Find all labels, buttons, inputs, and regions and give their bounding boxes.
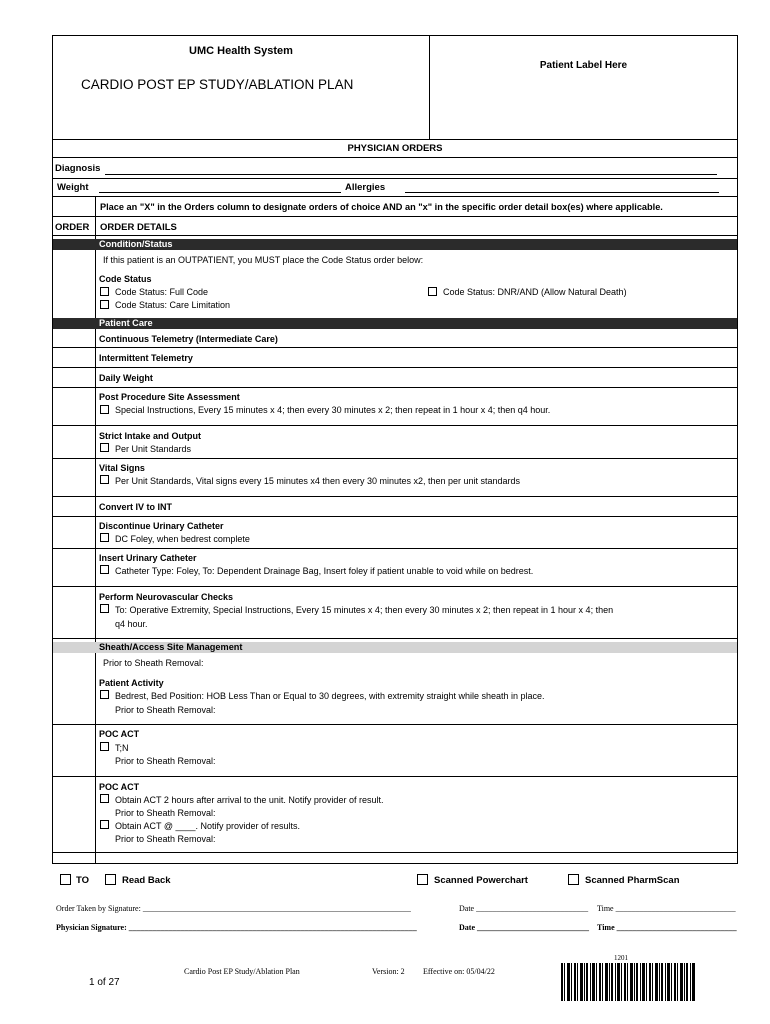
header-divider [429,36,430,139]
divider [53,216,737,217]
continuous-telemetry: Continuous Telemetry (Intermediate Care) [99,334,278,344]
divider [53,586,737,587]
order-column-line [95,196,96,864]
post-procedure-heading: Post Procedure Site Assessment [99,392,240,402]
discontinue-catheter-heading: Discontinue Urinary Catheter [99,521,224,531]
poc-act-heading: POC ACT [99,729,140,739]
order-taken-date[interactable]: Date ____________________________ [459,904,589,913]
vital-signs-checkbox[interactable] [100,475,109,484]
neurovascular-checkbox[interactable] [100,604,109,613]
convert-iv: Convert IV to INT [99,502,173,512]
patient-activity-heading: Patient Activity [99,678,164,688]
care-limitation-label: Code Status: Care Limitation [115,300,231,310]
organization-name: UMC Health System [189,45,293,57]
intake-output-checkbox[interactable] [100,443,109,452]
poc-act-tn-option: T;N [115,743,129,753]
weight-field[interactable] [99,192,341,193]
full-code-checkbox[interactable] [100,287,109,296]
obtain-act-at-option: Obtain ACT @ ____. Notify provider of results. [115,821,301,831]
poc-act-prior: Prior to Sheath Removal: [115,756,216,766]
physician-date[interactable]: Date ____________________________ [459,923,589,932]
code-status-heading: Code Status [99,274,152,284]
vital-signs-heading: Vital Signs [99,463,145,473]
order-details-column-header: ORDER DETAILS [100,222,177,233]
divider [53,724,737,725]
dnr-checkbox[interactable] [428,287,437,296]
physician-signature[interactable]: Physician Signature: ________________________________________________________________________ [56,923,417,932]
read-back-checkbox[interactable] [105,874,116,885]
divider [53,347,737,348]
scanned-powerchart-checkbox[interactable] [417,874,428,885]
order-taken-signature[interactable]: Order Taken by Signature: ___________________________________________________________________ [56,904,411,913]
intake-output-option: Per Unit Standards [115,444,192,454]
outpatient-note: If this patient is an OUTPATIENT, you MUST place the Code Status order below: [103,255,424,265]
discontinue-catheter-checkbox[interactable] [100,533,109,542]
instructions: Place an "X" in the Orders column to designate orders of choice AND an "x" in the specific order detail box(es) where applicable. [100,202,663,212]
form-header [53,36,737,140]
patient-activity-prior: Prior to Sheath Removal: [115,705,216,715]
divider [53,638,737,639]
divider [53,496,737,497]
post-procedure-checkbox[interactable] [100,405,109,414]
diagnosis-label: Diagnosis [55,163,101,174]
divider [53,425,737,426]
section-condition-status: Condition/Status [53,239,737,250]
divider [53,458,737,459]
allergies-field[interactable] [405,192,719,193]
intermittent-telemetry: Intermittent Telemetry [99,353,193,363]
version: Version: 2 [372,967,405,976]
plan-name: Cardio Post EP Study/Ablation Plan [184,967,300,976]
neurovascular-option-cont: q4 hour. [115,619,148,629]
physician-orders-heading: PHYSICIAN ORDERS [347,143,443,154]
section-patient-care: Patient Care [53,318,737,329]
insert-catheter-checkbox[interactable] [100,565,109,574]
obtain-act-prior-1: Prior to Sheath Removal: [115,808,216,818]
order-column-header: ORDER [55,222,90,233]
divider [53,235,737,236]
poc-act-heading-2: POC ACT [99,782,140,792]
insert-catheter-option: Catheter Type: Foley, To: Dependent Drainage Bag, Insert foley if patient unable to void while on bedrest. [115,566,534,576]
neurovascular-option: To: Operative Extremity, Special Instructions, Every 15 minutes x 4; then every 30 minutes x 2; then repeat in 1 hour x 4; then [115,605,614,615]
order-form [52,35,738,864]
barcode-icon [561,963,695,1001]
scanned-pharmscan-label: Scanned PharmScan [585,875,680,886]
divider [53,852,737,853]
divider [53,157,737,158]
form-code: 1201 [614,954,628,962]
obtain-act-2hr-checkbox[interactable] [100,794,109,803]
obtain-act-2hr-option: Obtain ACT 2 hours after arrival to the unit. Notify provider of result. [115,795,384,805]
read-back-label: Read Back [122,875,171,886]
physician-time[interactable]: Time ______________________________ [597,923,737,932]
intake-output-heading: Strict Intake and Output [99,431,202,441]
allergies-label: Allergies [345,182,386,193]
order-taken-time[interactable]: Time ______________________________ [597,904,736,913]
divider [53,178,737,179]
divider [53,196,737,197]
divider [53,387,737,388]
vital-signs-option: Per Unit Standards, Vital signs every 15 minutes x4 then every 30 minutes x2, then per unit standards [115,476,521,486]
discontinue-catheter-option: DC Foley, when bedrest complete [115,534,250,544]
obtain-act-at-checkbox[interactable] [100,820,109,829]
to-checkbox[interactable] [60,874,71,885]
patient-label-area: Patient Label Here [539,60,628,71]
divider [53,516,737,517]
weight-label: Weight [57,182,89,193]
care-limitation-checkbox[interactable] [100,300,109,309]
neurovascular-heading: Perform Neurovascular Checks [99,592,234,602]
divider [53,548,737,549]
divider [53,367,737,368]
form-title: CARDIO POST EP STUDY/ABLATION PLAN [81,77,354,92]
effective-date: Effective on: 05/04/22 [423,967,495,976]
patient-activity-checkbox[interactable] [100,690,109,699]
scanned-powerchart-label: Scanned Powerchart [434,875,528,886]
full-code-label: Code Status: Full Code [115,287,209,297]
obtain-act-prior-2: Prior to Sheath Removal: [115,834,216,844]
insert-catheter-heading: Insert Urinary Catheter [99,553,197,563]
patient-activity-option: Bedrest, Bed Position: HOB Less Than or Equal to 30 degrees, with extremity straight while sheath in place. [115,691,545,701]
section-sheath-management: Sheath/Access Site Management [53,642,737,653]
diagnosis-field[interactable] [105,174,717,175]
daily-weight: Daily Weight [99,373,153,383]
post-procedure-option: Special Instructions, Every 15 minutes x 4; then every 30 minutes x 2; then repeat in 1 hour x 4; then q4 hour. [115,405,551,415]
scanned-pharmscan-checkbox[interactable] [568,874,579,885]
divider [53,776,737,777]
poc-act-tn-checkbox[interactable] [100,742,109,751]
dnr-label: Code Status: DNR/AND (Allow Natural Death) [443,287,627,297]
prior-to-sheath-note: Prior to Sheath Removal: [103,658,204,668]
to-label: TO [76,875,90,886]
page-number: 1 of 27 [89,977,120,988]
